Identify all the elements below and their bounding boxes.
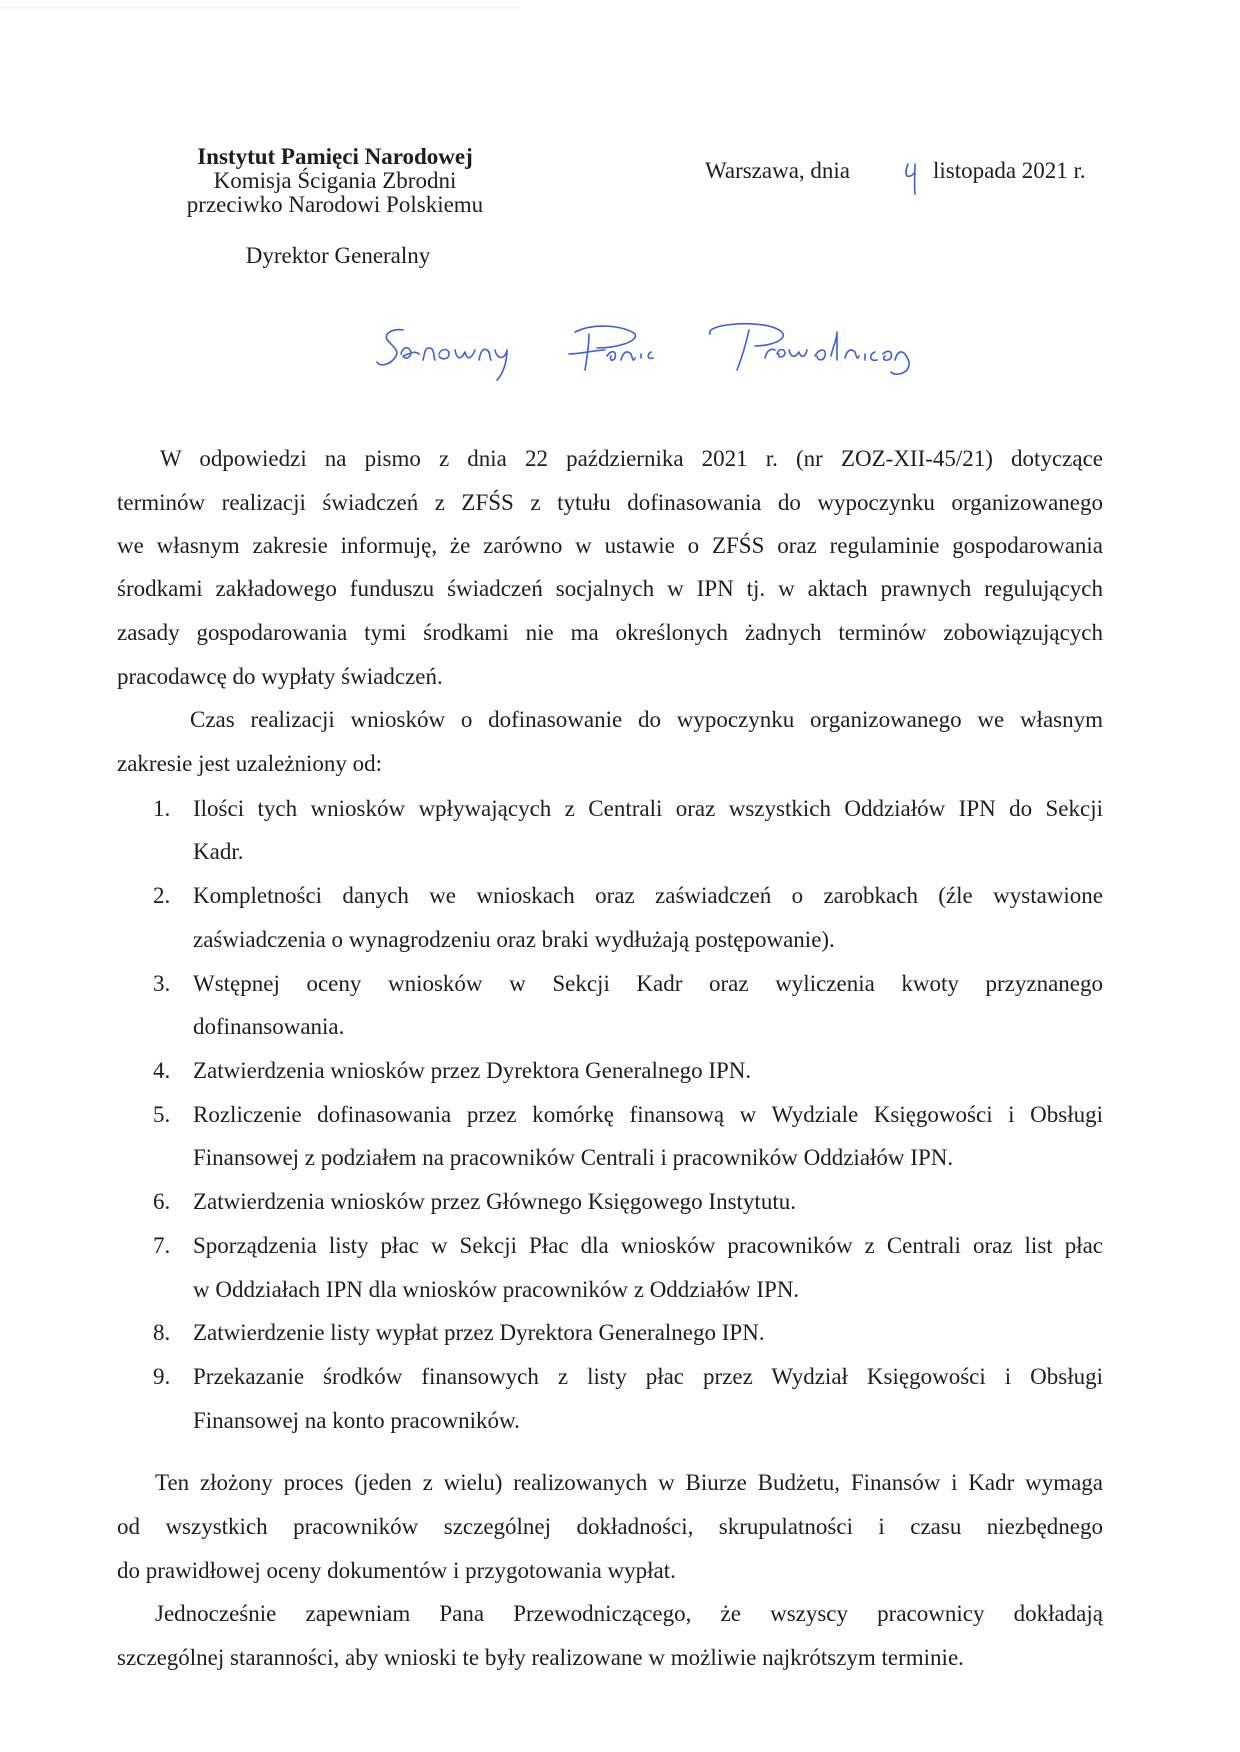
paragraph-1-line: terminów realizacji świadczeń z ZFŚS z tytułu dofinasowania do wypoczynku organizowanego: [117, 490, 1103, 515]
paragraph-2-line: Czas realizacji wniosków o dofinasowanie do wypoczynku organizowanego we własnym: [190, 707, 1103, 732]
paragraph-2-line: zakresie jest uzależniony od:: [117, 751, 383, 776]
list-item-line: Zatwierdzenie listy wypłat przez Dyrektora Generalnego IPN.: [193, 1320, 765, 1345]
list-item-line: Zatwierdzenia wniosków przez Głównego Księgowego Instytutu.: [193, 1189, 796, 1214]
paragraph-1-line: we własnym zakresie informuję, że zarówno w ustawie o ZFŚS oraz regulaminie gospodarowania: [117, 533, 1103, 558]
paragraph-1-line: W odpowiedzi na pismo z dnia 22 października 2021 r. (nr ZOZ-XII-45/21) dotyczące: [160, 446, 1103, 471]
list-item-line: zaświadczenia o wynagrodzeniu oraz braki wydłużają postępowanie).: [193, 927, 835, 952]
paragraph-4-line: Jednocześnie zapewniam Pana Przewodniczącego, że wszyscy pracownicy dokładają: [155, 1601, 1103, 1626]
institution-name: Instytut Pamięci Narodowej: [197, 144, 473, 169]
list-number: 6.: [153, 1189, 171, 1214]
paragraph-3-line: do prawidłowej oceny dokumentów i przygotowania wypłat.: [117, 1558, 676, 1583]
paragraph-1-line: środkami zakładowego funduszu świadczeń socjalnych w IPN tj. w aktach prawnych regulujących: [117, 576, 1103, 601]
list-number: 1.: [153, 796, 171, 821]
list-number: 8.: [153, 1320, 171, 1345]
paragraph-3-line: od wszystkich pracowników szczególnej dokładności, skrupulatności i czasu niezbędnego: [117, 1514, 1103, 1539]
list-item-line: Wstępnej oceny wniosków w Sekcji Kadr oraz wyliczenia kwoty przyznanego: [193, 971, 1103, 996]
paragraph-4-line: szczególnej staranności, aby wnioski te były realizowane w możliwie najkrótszym terminie.: [117, 1645, 964, 1670]
institution-commission: Komisja Ścigania Zbrodni: [213, 168, 457, 193]
handwritten-day: [903, 160, 921, 205]
list-item-line: Finansowej na konto pracowników.: [193, 1408, 520, 1433]
list-item-line: Ilości tych wniosków wpływających z Centrali oraz wszystkich Oddziałów IPN do Sekcji: [193, 796, 1103, 821]
paragraph-3-line: Ten złożony proces (jeden z wielu) realizowanych w Biurze Budżetu, Finansów i Kadr wymaga: [155, 1470, 1103, 1495]
paragraph-1-line: zasady gospodarowania tymi środkami nie ma określonych żadnych terminów zobowiązujących: [117, 620, 1103, 645]
list-number: 7.: [153, 1233, 171, 1258]
place-date-prefix: Warszawa, dnia: [705, 158, 851, 183]
list-item-line: Kompletności danych we wnioskach oraz zaświadczeń o zarobkach (źle wystawione: [193, 883, 1103, 908]
scan-edge-shadow: [0, 6, 520, 10]
list-item-line: dofinansowania.: [193, 1014, 345, 1039]
place-date-suffix: listopada 2021 r.: [933, 158, 1086, 183]
list-number: 4.: [153, 1058, 171, 1083]
list-number: 2.: [153, 883, 171, 908]
institution-commission-cont: przeciwko Narodowi Polskiemu: [186, 192, 484, 217]
list-number: 9.: [153, 1364, 171, 1389]
list-item-line: Sporządzenia listy płac w Sekcji Płac dla wniosków pracowników z Centrali oraz list płac: [193, 1233, 1103, 1258]
list-item-line: w Oddziałach IPN dla wniosków pracowników z Oddziałów IPN.: [193, 1277, 800, 1302]
list-item-line: Przekazanie środków finansowych z listy płac przez Wydział Księgowości i Obsługi: [193, 1364, 1103, 1389]
list-item-line: Finansowej z podziałem na pracowników Centrali i pracowników Oddziałów IPN.: [193, 1145, 954, 1170]
list-number: 5.: [153, 1102, 171, 1127]
paragraph-1-line: pracodawcę do wypłaty świadczeń.: [117, 664, 443, 689]
list-item-line: Rozliczenie dofinasowania przez komórkę finansową w Wydziale Księgowości i Obsługi: [193, 1102, 1103, 1127]
list-item-line: Zatwierdzenia wniosków przez Dyrektora Generalnego IPN.: [193, 1058, 752, 1083]
list-item-line: Kadr.: [193, 839, 244, 864]
sender-title: Dyrektor Generalny: [245, 243, 431, 268]
list-number: 3.: [153, 971, 171, 996]
